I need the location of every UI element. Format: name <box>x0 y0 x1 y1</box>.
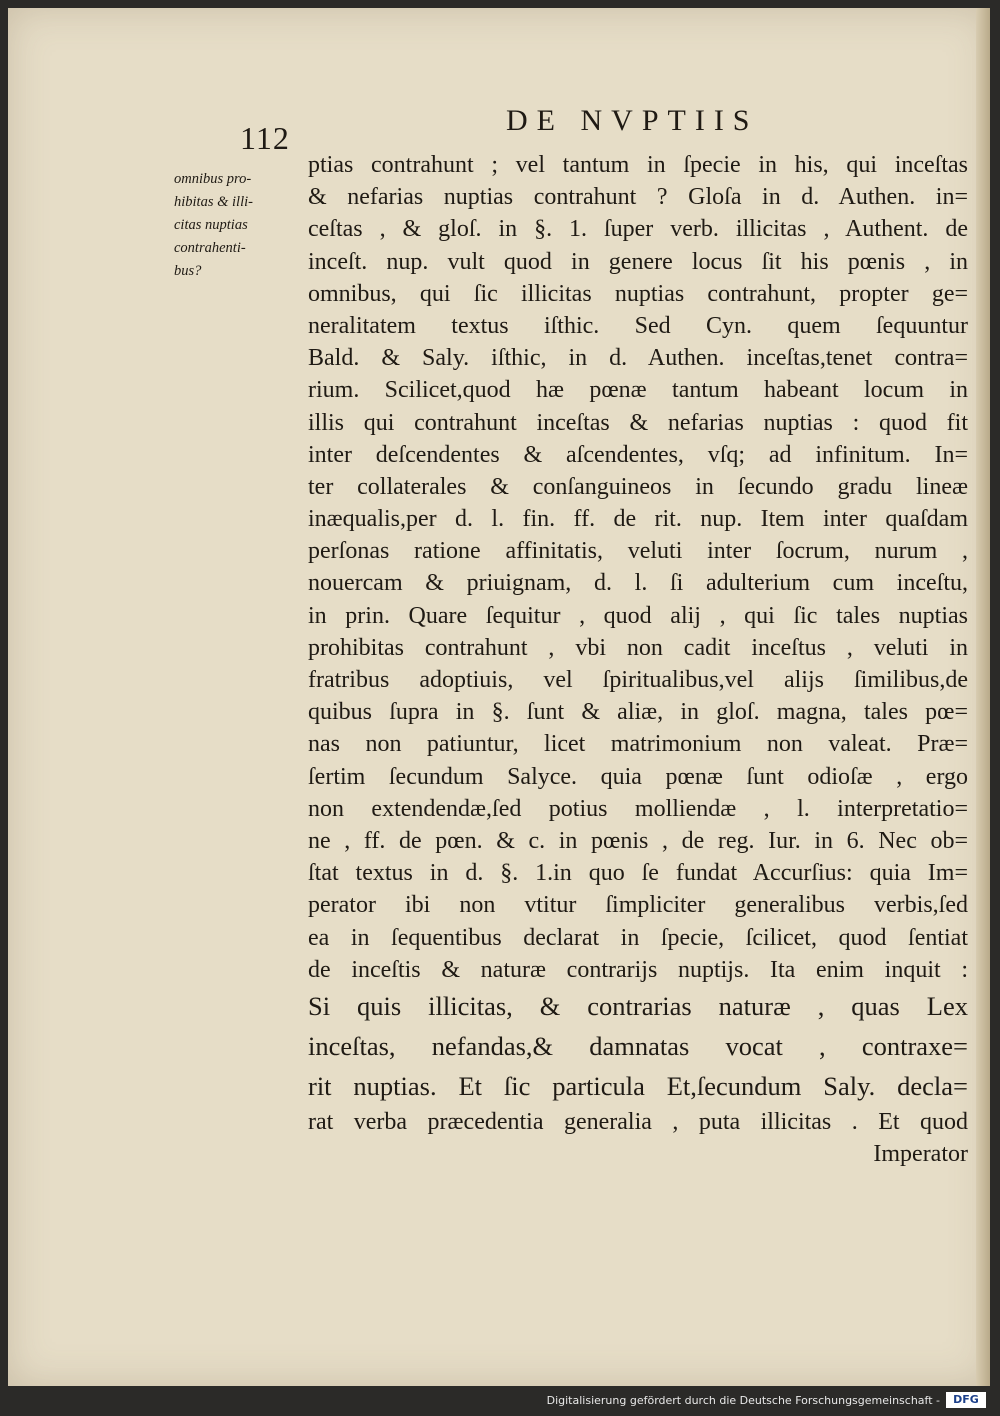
text-line: ptias contrahunt ; vel tantum in ſpecie in his, qui inceſtas <box>308 152 968 178</box>
text-line: inceſt. nup. vult quod in genere locus ſit his pœnis , in <box>308 248 968 275</box>
dfg-logo: DFG <box>946 1392 986 1408</box>
text-line: perſonas ratione affinitatis, veluti inter ſocrum, nurum , <box>308 538 968 565</box>
text-line: Bald. & Saly. iſthic, in d. Authen. inceſtas,tenet contra= <box>308 345 968 372</box>
text-line: in prin. Quare ſequitur , quod alij , qui ſic tales nuptias <box>308 602 968 629</box>
text-line: & nefarias nuptias contrahunt ? Gloſa in d. Authen. in= <box>308 184 968 211</box>
text-line: fratribus adoptiuis, vel ſpiritualibus,vel alijs ſimilibus,de <box>308 667 968 693</box>
text-line: rat verba præcedentia generalia , puta illicitas . Et quod <box>308 1108 968 1135</box>
catchword: Imperator <box>873 1141 968 1168</box>
quoted-line: rit nuptias. Et ſic particula Et,ſecundum Saly. decla= <box>308 1070 968 1101</box>
text-line: ceſtas , & gloſ. in §. 1. ſuper verb. illicitas , Authent. de <box>308 216 968 243</box>
marginal-note-line: hibitas & illi- <box>174 194 253 210</box>
body-text <box>308 149 968 1170</box>
text-line: non extendendæ,ſed potius molliendæ , l. interpretatio= <box>308 795 968 822</box>
book-page <box>8 8 990 1386</box>
text-line: illis qui contrahunt inceſtas & nefarias nuptias : quod fit <box>308 409 968 436</box>
text-line: nouercam & priuignam, d. l. ſi adulterium cum inceſtu, <box>308 570 968 597</box>
footer-bar <box>0 1386 1000 1416</box>
text-line: perator ibi non vtitur ſimpliciter generalibus verbis,ſed <box>308 892 968 919</box>
text-line: ſtat textus in d. §. 1.in quo ſe fundat Accurſius: quia Im= <box>308 860 968 887</box>
marginal-note-line: bus? <box>174 263 202 279</box>
text-line: de inceſtis & naturæ contrarijs nuptijs. Ita enim inquit : <box>308 956 968 983</box>
quoted-line: inceſtas, nefandas,& damnatas vocat , contraxe= <box>308 1030 968 1061</box>
text-line: ne , ff. de pœn. & c. in pœnis , de reg. Iur. in 6. Nec ob= <box>308 827 968 854</box>
text-line: ter collaterales & conſanguineos in ſecundo gradu lineæ <box>308 473 968 500</box>
text-line: inter deſcendentes & aſcendentes, vſq; ad infinitum. In= <box>308 441 968 468</box>
funding-note: Digitalisierung gefördert durch die Deutsche Forschungsgemeinschaft - <box>546 1394 940 1407</box>
marginal-note-line: omnibus pro- <box>174 171 252 187</box>
text-line: quibus ſupra in §. ſunt & aliæ, in gloſ. magna, tales pœ= <box>308 699 968 726</box>
text-line: neralitatem textus iſthic. Sed Cyn. quem ſequuntur <box>308 312 968 339</box>
marginal-note-line: citas nuptias <box>174 217 248 233</box>
text-line: nas non patiuntur, licet matrimonium non valeat. Præ= <box>308 731 968 758</box>
text-line: prohibitas contrahunt , vbi non cadit inceſtus , veluti in <box>308 634 968 661</box>
page-number: 112 <box>240 120 290 156</box>
marginal-note-line: contrahenti- <box>174 240 246 256</box>
marginal-note <box>174 168 294 283</box>
text-line: ea in ſequentibus declarat in ſpecie, ſcilicet, quod ſentiat <box>308 924 968 951</box>
page-gutter <box>976 8 990 1386</box>
text-line: inæqualis,per d. l. fin. ff. de rit. nup. Item inter quaſdam <box>308 506 968 533</box>
text-line: omnibus, qui ſic illicitas nuptias contrahunt, propter ge= <box>308 280 968 307</box>
running-head: DE NVPTIIS <box>506 104 759 137</box>
text-line: ſertim ſecundum Salyce. quia pœnæ ſunt odioſæ , ergo <box>308 763 968 790</box>
text-line: rium. Scilicet,quod hæ pœnæ tantum habeant locum in <box>308 377 968 404</box>
quoted-line: Si quis illicitas, & contrarias naturæ , quas Lex <box>308 990 968 1021</box>
page-header <box>8 8 990 156</box>
